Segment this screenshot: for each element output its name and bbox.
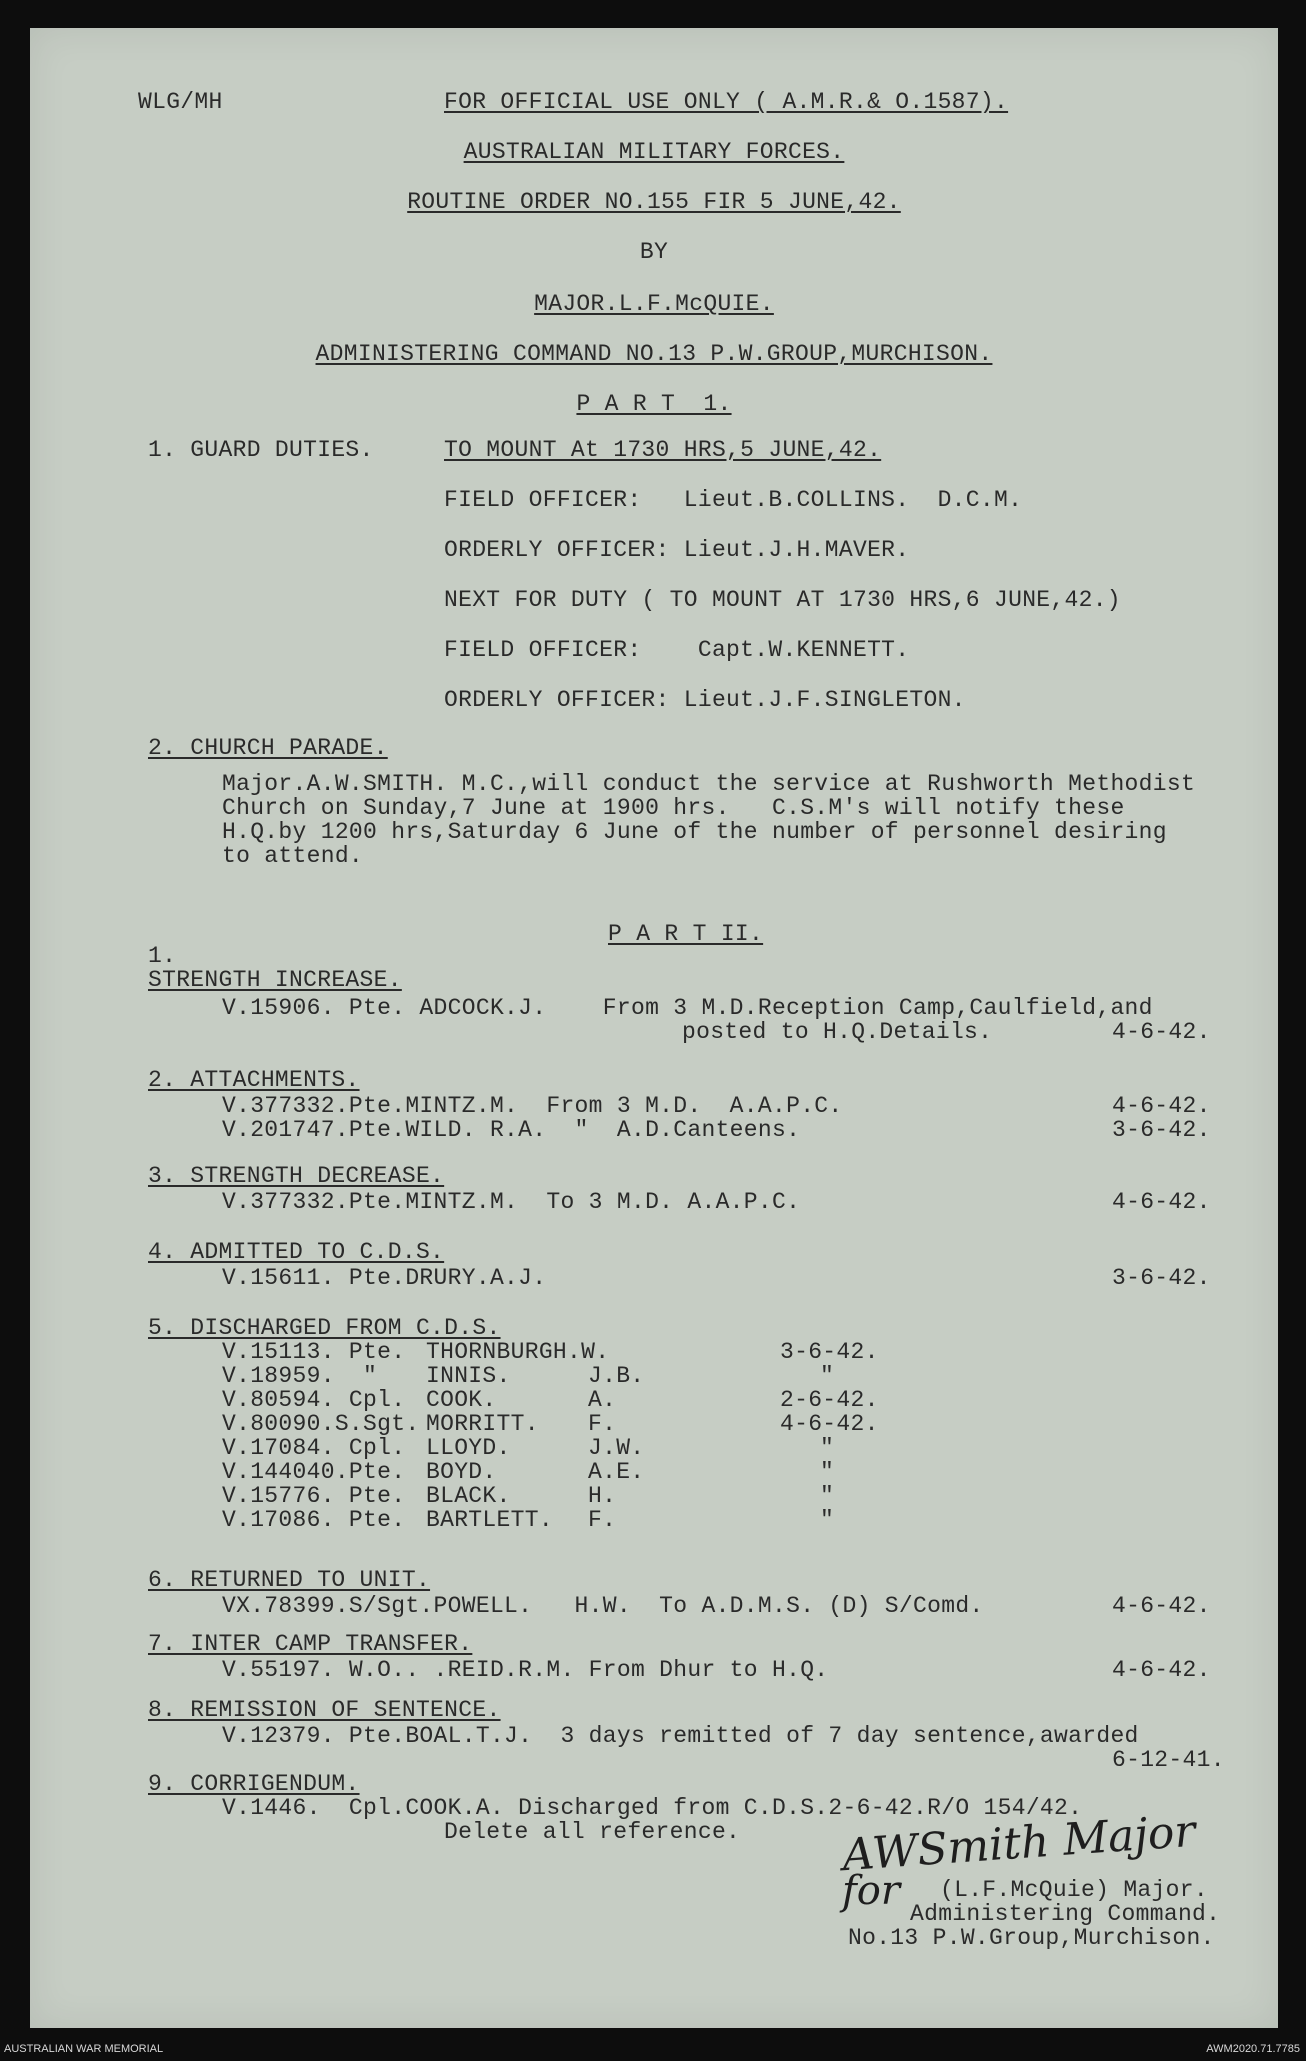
attachments-heading: 2. ATTACHMENTS. — [148, 1067, 360, 1093]
discharge-number: V.17086. Pte. — [222, 1507, 406, 1533]
part-2-heading: P A R T II. — [608, 921, 764, 947]
discharge-date: 2-6-42. — [780, 1387, 879, 1413]
entry-line: V.201747.Pte.WILD. R.A. " A.D.Canteens. — [222, 1117, 801, 1143]
discharge-number: V.80090.S.Sgt. — [222, 1411, 420, 1437]
footer-left: AUSTRALIAN WAR MEMORIAL — [4, 2043, 164, 2055]
church-line: Church on Sunday,7 June at 1900 hrs. C.S.M's will notify these — [222, 795, 1125, 821]
discharge-name: THORNBURGH.W. — [426, 1339, 610, 1365]
discharge-name: BARTLETT. — [426, 1507, 553, 1533]
entry-date: 4-6-42. — [1112, 1593, 1211, 1619]
entry-date: 4-6-42. — [1112, 1657, 1211, 1683]
discharge-number: V.80594. Cpl. — [222, 1387, 406, 1413]
returned-heading: 6. RETURNED TO UNIT. — [148, 1567, 431, 1593]
discharge-date: " — [820, 1507, 835, 1533]
discharge-number: V.144040.Pte. — [222, 1459, 406, 1485]
routine-order-heading: ROUTINE ORDER NO.155 FIR 5 JUNE,42. — [407, 189, 901, 215]
handwritten-for: for — [842, 1868, 901, 1914]
signature-line: No.13 P.W.Group,Murchison. — [848, 1925, 1215, 1951]
by-line: BY — [639, 239, 669, 265]
discharge-name: COOK. — [426, 1387, 497, 1413]
church-line: Major.A.W.SMITH. M.C.,will conduct the service at Rushworth Methodist — [222, 771, 1196, 797]
entry-line: V.12379. Pte.BOAL.T.J. 3 days remitted of 7 day sentence,awarded — [222, 1723, 1139, 1749]
discharge-name: BLACK. — [426, 1483, 511, 1509]
entry-line: V.1446. Cpl.COOK.A. Discharged from C.D.S.2-6-42.R/O 154/42. — [222, 1795, 1083, 1821]
command-heading: ADMINISTERING COMMAND NO.13 P.W.GROUP,MURCHISON. — [315, 341, 993, 367]
discharge-initials: F. — [588, 1507, 617, 1533]
discharge-initials: F. — [588, 1411, 617, 1437]
transfer-heading: 7. INTER CAMP TRANSFER. — [148, 1631, 473, 1657]
footer-right: AWM2020.71.7785 — [1206, 2043, 1300, 2055]
admitted-heading: 4. ADMITTED TO C.D.S. — [148, 1239, 445, 1265]
entry-line: V.15611. Pte.DRURY.A.J. — [222, 1265, 547, 1291]
strength-increase-heading: STRENGTH INCREASE. — [148, 967, 402, 993]
discharge-name: MORRITT. — [426, 1411, 539, 1437]
guard-line: NEXT FOR DUTY ( TO MOUNT AT 1730 HRS,6 JUNE,42.) — [444, 587, 1121, 613]
discharge-number: V.15776. Pte. — [222, 1483, 406, 1509]
strength-decrease-heading: 3. STRENGTH DECREASE. — [148, 1163, 445, 1189]
entry-line: V.377332.Pte.MINTZ.M. From 3 M.D. A.A.P.C. — [222, 1093, 843, 1119]
entry-line: V.377332.Pte.MINTZ.M. To 3 M.D. A.A.P.C. — [222, 1189, 801, 1215]
discharge-number: V.15113. Pte. — [222, 1339, 406, 1365]
entry-line: VX.78399.S/Sgt.POWELL. H.W. To A.D.M.S. (D) S/Comd. — [222, 1593, 984, 1619]
discharge-initials: J.B. — [588, 1363, 645, 1389]
reference-code: WLG/MH — [138, 89, 223, 115]
discharged-heading: 5. DISCHARGED FROM C.D.S. — [148, 1315, 501, 1341]
entry-date: 4-6-42. — [1112, 1189, 1211, 1215]
guard-line: FIELD OFFICER: Lieut.B.COLLINS. D.C.M. — [444, 487, 1023, 513]
entry-date: 3-6-42. — [1112, 1265, 1211, 1291]
guard-line: FIELD OFFICER: Capt.W.KENNETT. — [444, 637, 910, 663]
discharge-number: V.17084. Cpl. — [222, 1435, 406, 1461]
entry-date: 6-12-41. — [1112, 1747, 1225, 1773]
discharge-initials: A. — [588, 1387, 617, 1413]
discharge-date: 4-6-42. — [780, 1411, 879, 1437]
forces-heading: AUSTRALIAN MILITARY FORCES. — [463, 139, 845, 165]
entry-date: 4-6-42. — [1112, 1093, 1211, 1119]
guard-line: TO MOUNT At 1730 HRS,5 JUNE,42. — [444, 437, 882, 463]
official-use-line: FOR OFFICIAL USE ONLY ( A.M.R.& O.1587). — [444, 89, 1009, 115]
entry-line: V.15906. Pte. ADCOCK.J. From 3 M.D.Reception Camp,Caulfield,and — [222, 995, 1153, 1021]
guard-duties-heading: 1. GUARD DUTIES. — [148, 437, 374, 463]
entry-date: 4-6-42. — [1112, 1019, 1211, 1045]
entry-line: Delete all reference. — [444, 1819, 741, 1845]
document-page — [30, 28, 1278, 2028]
discharge-date: " — [820, 1483, 835, 1509]
major-name: MAJOR.L.F.McQUIE. — [534, 291, 774, 317]
discharge-name: INNIS. — [426, 1363, 511, 1389]
discharge-initials: J.W. — [588, 1435, 645, 1461]
signature-line: Administering Command. — [910, 1901, 1221, 1927]
entry-line: posted to H.Q.Details. — [682, 1019, 993, 1045]
entry-date: 3-6-42. — [1112, 1117, 1211, 1143]
discharge-initials: A.E. — [588, 1459, 645, 1485]
signature-line: (L.F.McQuie) Major. — [940, 1877, 1208, 1903]
church-line: H.Q.by 1200 hrs,Saturday 6 June of the number of personnel desiring — [222, 819, 1167, 845]
remission-heading: 8. REMISSION OF SENTENCE. — [148, 1697, 501, 1723]
discharge-date: 3-6-42. — [780, 1339, 879, 1365]
church-line: to attend. — [222, 843, 364, 869]
part-1-heading: P A R T 1. — [576, 391, 732, 417]
entry-line: V.55197. W.O.. .REID.R.M. From Dhur to H.Q. — [222, 1657, 829, 1683]
discharge-initials: H. — [588, 1483, 617, 1509]
discharge-date: " — [820, 1435, 835, 1461]
discharge-name: LLOYD. — [426, 1435, 511, 1461]
section-number: 1. — [148, 943, 177, 969]
discharge-date: " — [820, 1363, 835, 1389]
guard-line: ORDERLY OFFICER: Lieut.J.F.SINGLETON. — [444, 687, 966, 713]
guard-line: ORDERLY OFFICER: Lieut.J.H.MAVER. — [444, 537, 910, 563]
handwritten-signature: AWSmith Major — [840, 1805, 1197, 1882]
corrigendum-heading: 9. CORRIGENDUM. — [148, 1771, 360, 1797]
church-parade-heading: 2. CHURCH PARADE. — [148, 735, 388, 761]
discharge-number: V.18959. " — [222, 1363, 378, 1389]
discharge-name: BOYD. — [426, 1459, 497, 1485]
discharge-date: " — [820, 1459, 835, 1485]
